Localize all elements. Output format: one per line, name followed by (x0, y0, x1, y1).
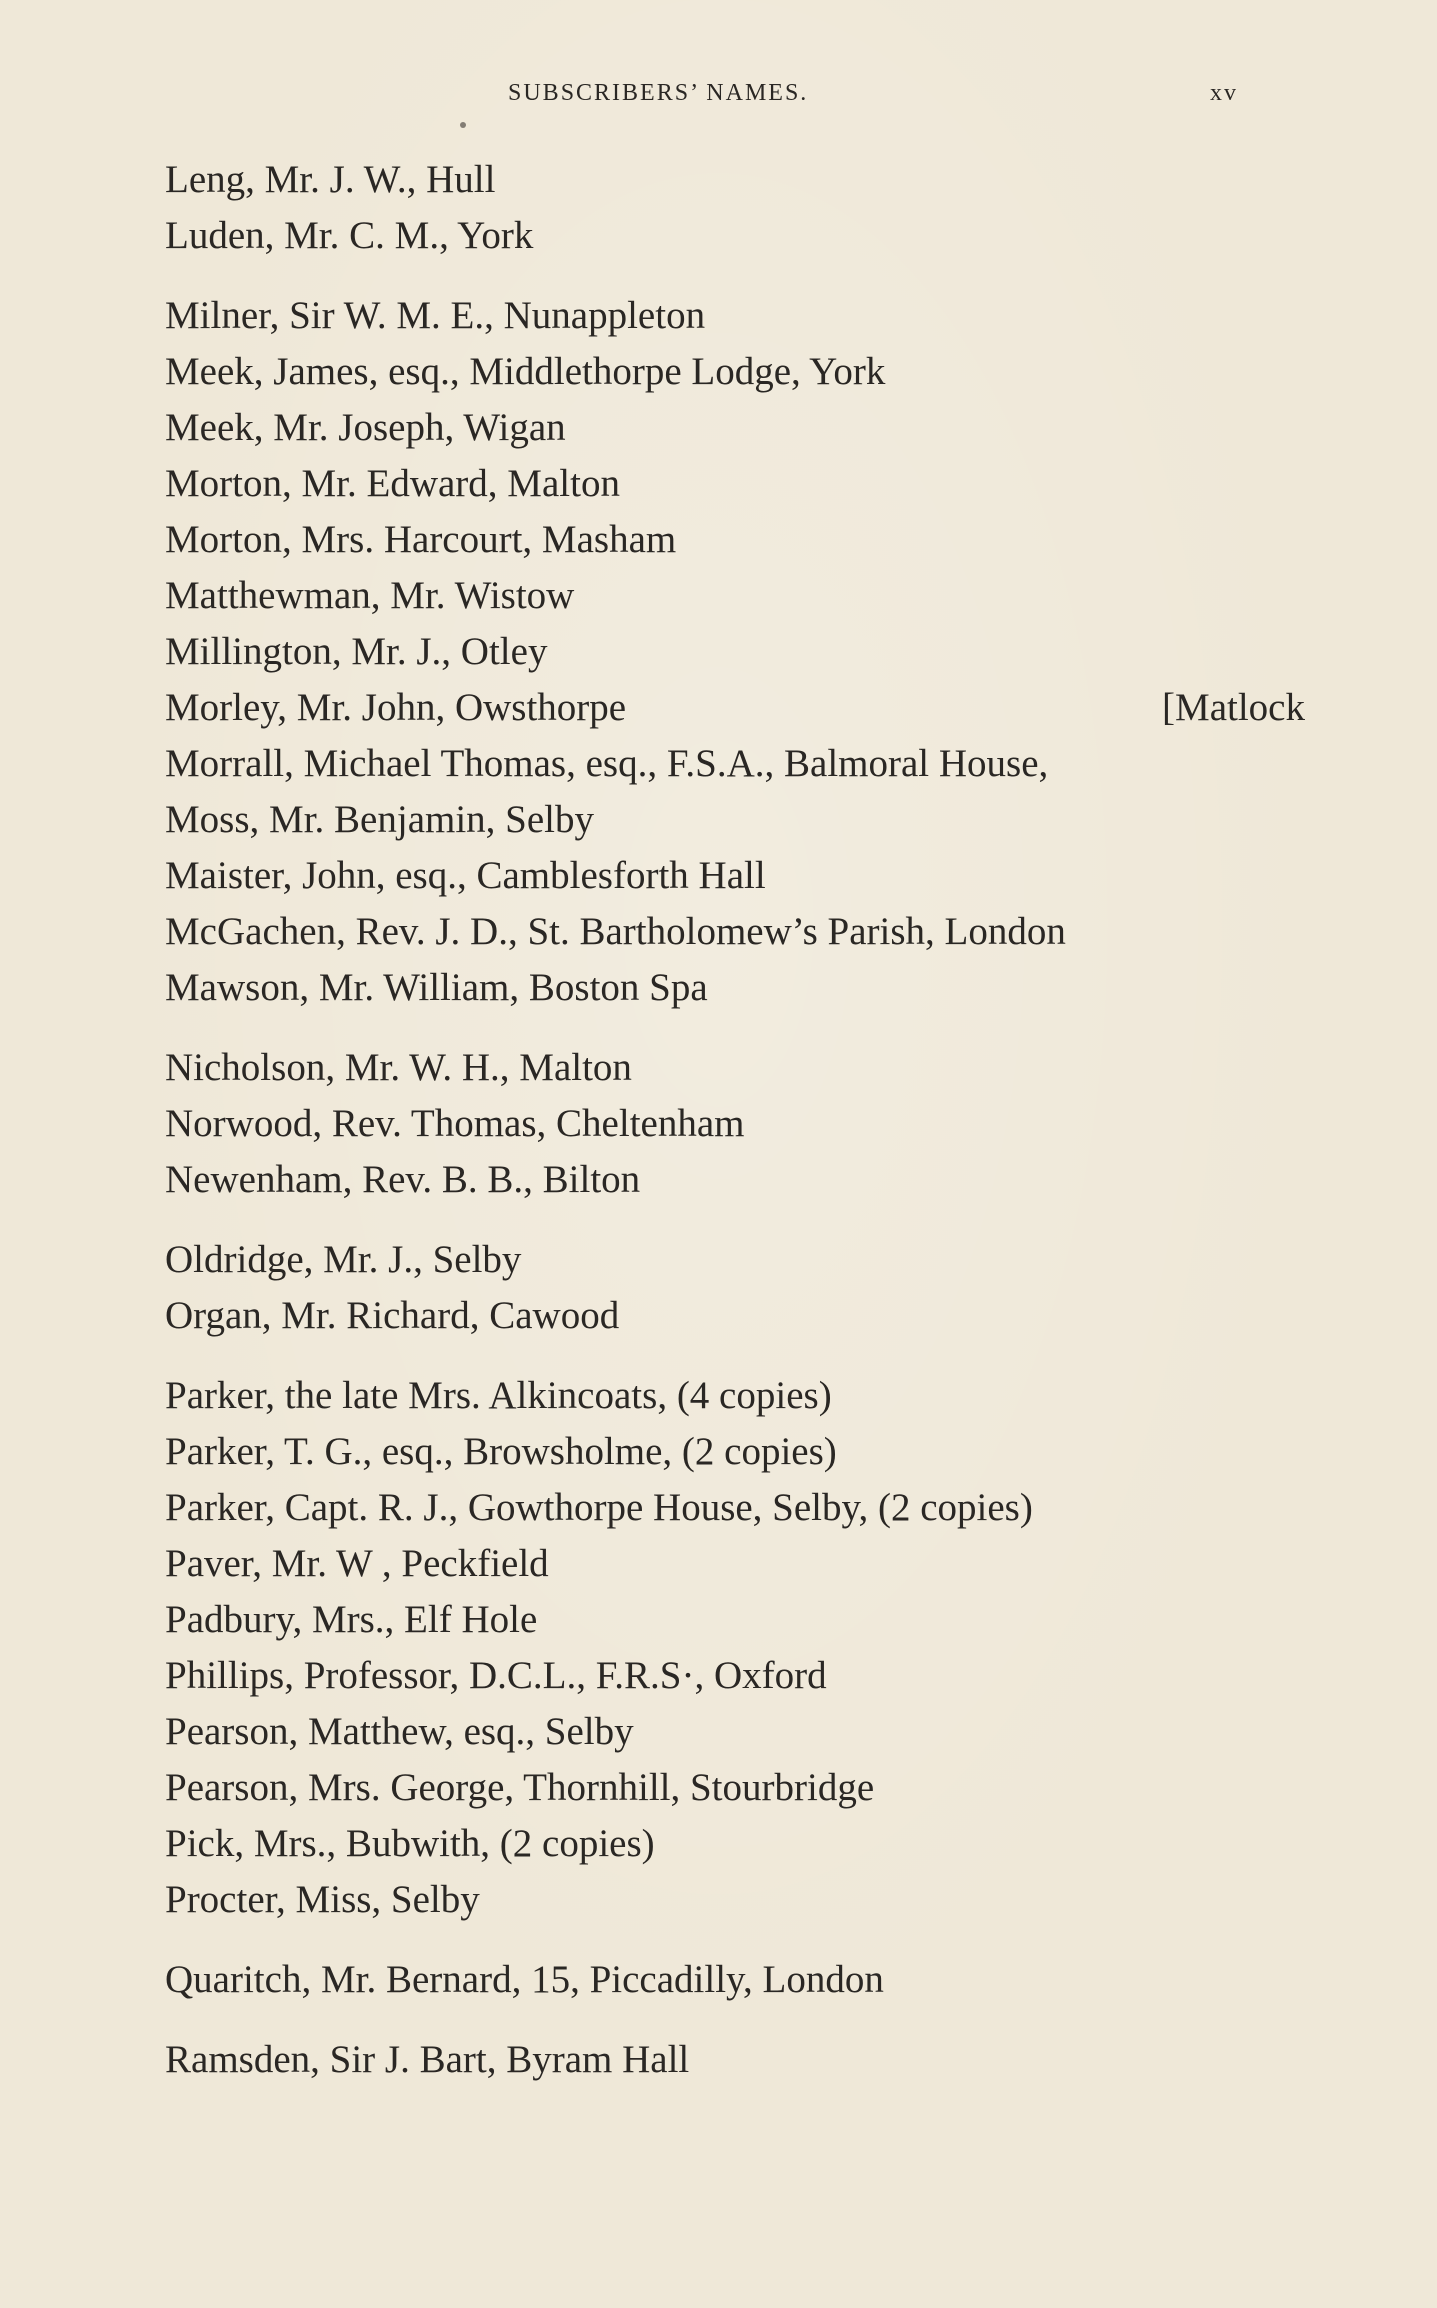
subscriber-name: Mawson, Mr. William, Boston Spa (165, 966, 708, 1009)
subscriber-entry (165, 680, 1305, 736)
subscriber-entry (165, 1232, 1305, 1288)
subscriber-entry (165, 736, 1305, 792)
subscriber-entry (165, 568, 1305, 624)
subscriber-entry (165, 208, 1305, 264)
subscriber-entry (165, 904, 1305, 960)
subscriber-name: Parker, Capt. R. J., Gowthorpe House, Selby, (2 copies) (165, 1486, 1033, 1529)
subscriber-name: Morrall, Michael Thomas, esq., F.S.A., Balmoral House, (165, 742, 1049, 785)
subscriber-name: Leng, Mr. J. W., Hull (165, 158, 496, 201)
subscriber-name: Morton, Mr. Edward, Malton (165, 462, 620, 505)
subscriber-name: Parker, the late Mrs. Alkincoats, (4 copies) (165, 1374, 832, 1417)
subscriber-entry (165, 1368, 1305, 1424)
subscriber-entry (165, 1872, 1305, 1928)
running-head-title: SUBSCRIBERS’ NAMES. (508, 80, 809, 106)
subscriber-entry (165, 1592, 1305, 1648)
subscriber-entry (165, 1040, 1305, 1096)
subscriber-name: McGachen, Rev. J. D., St. Bartholomew’s Parish, London (165, 910, 1066, 953)
subscriber-entry (165, 2032, 1305, 2088)
subscriber-name: Pick, Mrs., Bubwith, (2 copies) (165, 1822, 655, 1865)
subscriber-name: Newenham, Rev. B. B., Bilton (165, 1158, 641, 1201)
subscriber-entry (165, 1288, 1305, 1344)
subscriber-group (165, 288, 1305, 1016)
subscriber-name: Paver, Mr. W , Peckfield (165, 1542, 549, 1585)
subscriber-name: Phillips, Professor, D.C.L., F.R.S·, Oxford (165, 1654, 827, 1697)
subscriber-name: Morley, Mr. John, Owsthorpe (165, 686, 627, 729)
subscriber-entry (165, 344, 1305, 400)
subscriber-entry (165, 1424, 1305, 1480)
subscriber-list (165, 152, 1305, 2112)
subscriber-name: Matthewman, Mr. Wistow (165, 574, 575, 617)
subscriber-entry (165, 1648, 1305, 1704)
subscriber-name: Norwood, Rev. Thomas, Cheltenham (165, 1102, 745, 1145)
subscriber-entry (165, 1760, 1305, 1816)
ink-speck (460, 122, 466, 128)
subscriber-entry (165, 1152, 1305, 1208)
subscriber-name: Morton, Mrs. Harcourt, Masham (165, 518, 677, 561)
subscriber-entry (165, 152, 1305, 208)
subscriber-name: Meek, Mr. Joseph, Wigan (165, 406, 566, 449)
carried-over-note: [Matlock (1162, 686, 1305, 729)
subscriber-group (165, 1040, 1305, 1208)
subscriber-entry (165, 456, 1305, 512)
subscriber-entry (165, 288, 1305, 344)
subscriber-entry (165, 1536, 1305, 1592)
subscriber-entry (165, 1952, 1305, 2008)
subscriber-name: Milner, Sir W. M. E., Nunappleton (165, 294, 706, 337)
subscriber-entry (165, 848, 1305, 904)
subscriber-name: Nicholson, Mr. W. H., Malton (165, 1046, 632, 1089)
subscriber-name: Maister, John, esq., Camblesforth Hall (165, 854, 766, 897)
subscriber-name: Luden, Mr. C. M., York (165, 214, 534, 257)
subscriber-entry (165, 1096, 1305, 1152)
subscriber-group (165, 1368, 1305, 1928)
subscriber-group (165, 1232, 1305, 1344)
subscriber-name: Quaritch, Mr. Bernard, 15, Piccadilly, London (165, 1958, 884, 2001)
subscriber-name: Oldridge, Mr. J., Selby (165, 1238, 522, 1281)
subscriber-name: Moss, Mr. Benjamin, Selby (165, 798, 595, 841)
subscriber-group (165, 2032, 1305, 2088)
subscriber-entry (165, 400, 1305, 456)
page-number: xv (1210, 80, 1238, 106)
subscriber-name: Padbury, Mrs., Elf Hole (165, 1598, 538, 1641)
subscriber-name: Millington, Mr. J., Otley (165, 630, 548, 673)
subscriber-name: Procter, Miss, Selby (165, 1878, 480, 1921)
subscriber-entry (165, 960, 1305, 1016)
subscriber-entry (165, 1480, 1305, 1536)
subscriber-group (165, 152, 1305, 264)
subscriber-entry (165, 1704, 1305, 1760)
subscriber-name: Meek, James, esq., Middlethorpe Lodge, York (165, 350, 886, 393)
subscriber-entry (165, 512, 1305, 568)
subscriber-name: Pearson, Matthew, esq., Selby (165, 1710, 634, 1753)
subscriber-entry (165, 1816, 1305, 1872)
subscriber-name: Parker, T. G., esq., Browsholme, (2 copies) (165, 1430, 837, 1473)
subscriber-entry (165, 792, 1305, 848)
subscriber-name: Organ, Mr. Richard, Cawood (165, 1294, 620, 1337)
subscriber-name: Ramsden, Sir J. Bart, Byram Hall (165, 2038, 690, 2081)
subscriber-group (165, 1952, 1305, 2008)
subscriber-entry (165, 624, 1305, 680)
subscriber-name: Pearson, Mrs. George, Thornhill, Stourbridge (165, 1766, 875, 1809)
